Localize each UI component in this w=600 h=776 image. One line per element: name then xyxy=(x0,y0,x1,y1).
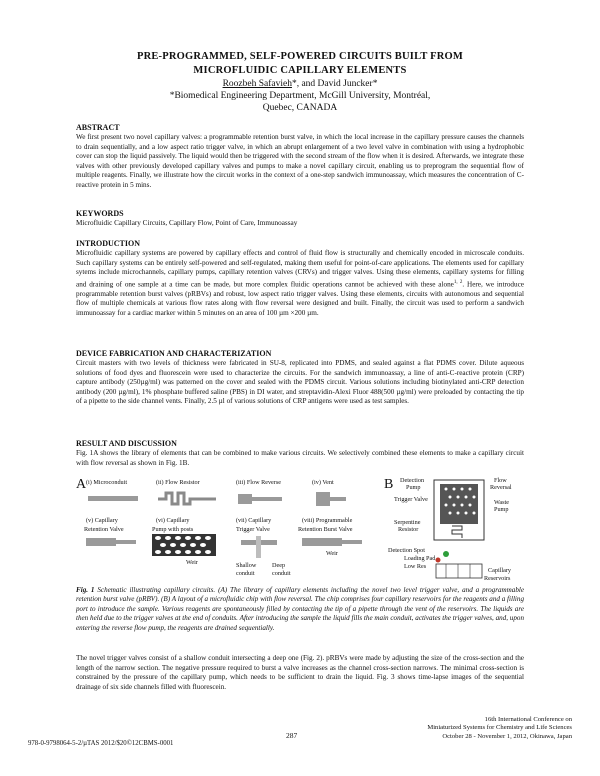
title-line-1: PRE-PROGRAMMED, SELF-POWERED CIRCUITS BUILT FROM xyxy=(136,51,464,62)
section-heading: KEYWORDS xyxy=(76,209,124,218)
chip-label: Pump xyxy=(406,484,421,491)
shallow-label: conduit xyxy=(236,570,255,577)
element-label: (iii) Flow Reverse xyxy=(236,479,282,486)
fabrication-section xyxy=(76,349,524,407)
microconduit-shape xyxy=(88,496,138,501)
paper-title xyxy=(60,50,540,78)
chip-label: Loading xyxy=(404,555,425,562)
figure-1-drawing xyxy=(76,474,524,584)
section-heading: RESULT AND DISCUSSION xyxy=(76,439,177,448)
chip-label: Detection Spot xyxy=(388,547,425,554)
author-mark: * xyxy=(291,79,297,89)
element-label: Pump with posts xyxy=(152,526,194,533)
body-after-text: The novel trigger valves consist of a shallow conduit intersecting a deep one (Fig. 2). pRBVs were made by adjusting the size of the cross-section and the length of the narrow section. The negative pressure required to burst a valve increases as the channel cross-section narrows. The minimal cross-section is constrained by the pressure of the capillary pump, which needs to be sufficient to drain the liquid. Fig. 3 shows time-lapse images of the sequential drainage of six side channels filled with fluorescein. xyxy=(76,654,524,691)
caption-text: Schematic illustrating capillary circuits. (A) The library of capillary elements including the novel two level trigger valve, and a programmable retention burst valve (pRBV). (B) A layout of a microfluidic chip with flow reversal. The chip comprises four capillary reservoirs for the reagents and a filling port to introduce the sample. Various reagents are spontaneously filled by contacting the tip of a pipette through the vent of the reservoirs. The liquids are then held due to the trigger valves at the end of conduits. After introducing the sample the liquid fills the main conduit, activates the trigger valves, and, upon entering the reverse flow pump, the reagents are drained sequentially. xyxy=(76,586,524,632)
introduction-section xyxy=(76,239,524,319)
element-label: (i) Microconduit xyxy=(86,479,128,486)
element-label: (iv) Vent xyxy=(312,479,334,486)
chip-label: Serpentine xyxy=(394,519,421,526)
retention-valve-neck xyxy=(116,540,136,544)
vent-shape xyxy=(316,492,330,506)
conference-line-3: October 28 - November 1, 2012, Okinawa, Japan xyxy=(442,732,572,740)
conference-line-1: 16th International Conference on xyxy=(484,716,572,723)
introduction-text xyxy=(76,249,524,319)
body-after-figure xyxy=(76,654,524,692)
flow-reverse-shape xyxy=(238,494,252,504)
abstract-text: We first present two novel capillary valves: a programmable retention burst valve, in which the local increase in the capillary pressure causes the channels to drain sequentially, and a low aspect ratio trigger valve, in which an abrupt enlargement of a two level valve in combination with using a hydrophobic cover can stop the liquid passively. The liquid would then be triggered with the second stream of the flow when it is desired. Afterwards, we integrate these valves with other previously developed capillary valves and pumps to make a novel capillary circuit, enabling us to preprogram the sequential flow of multiple reagents. Finally, we illustrate how the circuit works in the context of a one-step sandwich immunoassay, which measures the concentration of C-reactive protein in 5 mins. xyxy=(76,133,524,189)
author-separator: , and David Juncker xyxy=(296,79,373,89)
deep-label: conduit xyxy=(272,570,291,577)
author-list xyxy=(60,78,540,90)
burst-valve-neck xyxy=(342,540,362,544)
chip-label: Detection xyxy=(400,477,425,484)
chip-label: Reversal xyxy=(490,484,512,491)
keywords-section xyxy=(76,209,524,229)
chip-reservoirs xyxy=(436,564,482,578)
introduction-text-a: Microfluidic capillary systems are powered by capillary effects and control of fluid flow is structurally and chemically encoded in microscale conduits. Such capillary systems can be entirely self-powered and self-regulated, making them useful for point-of-care applications. The elements used for capillary sytems include microchannels, capillary pumps, capillary retention valves (CRVs) and trigger valves. Using these elements, capillary systems for filling and draining of one sample at a time can be made, but more complex fluidic operations cannot be achieved with these alone xyxy=(76,249,524,289)
element-label: Retention Burst Valve xyxy=(298,526,353,533)
caption-label: Fig. 1 xyxy=(76,586,95,594)
page-number: 287 xyxy=(286,731,298,740)
flow-resistor-shape xyxy=(158,493,216,504)
flow-reverse-conduit xyxy=(252,497,282,501)
burst-valve-shape xyxy=(302,538,342,546)
chip-label: Trigger Valve xyxy=(394,496,428,503)
chip-label: Pump xyxy=(494,506,509,513)
chip-label: Waste xyxy=(494,499,509,506)
chip-label: Flow xyxy=(494,477,507,484)
figure-1 xyxy=(76,474,524,584)
section-heading: DEVICE FABRICATION AND CHARACTERIZATION xyxy=(76,349,272,358)
affiliation-line-1: *Biomedical Engineering Department, McGill University, Montréal, xyxy=(169,91,431,101)
footer-isbn: 978-0-9798064-5-2/µTAS 2012/$20©12CBMS-0001 xyxy=(28,740,174,747)
weir-label: Weir xyxy=(186,559,198,566)
results-section xyxy=(76,439,524,468)
vent-conduit xyxy=(330,497,346,501)
trigger-valve-shallow xyxy=(256,536,261,558)
chip-label: Capillary xyxy=(488,567,512,574)
element-label: (vi) Capillary xyxy=(156,517,190,524)
panel-a-label: A xyxy=(76,477,87,492)
author-mark: * xyxy=(372,79,378,89)
weir-label: Weir xyxy=(326,550,338,557)
panel-b-label: B xyxy=(384,477,394,492)
deep-label: Deep xyxy=(272,562,286,569)
chip-label: Resistor xyxy=(398,526,419,533)
section-heading: INTRODUCTION xyxy=(76,239,141,248)
author-name: Roozbeh Safavieh xyxy=(222,79,292,89)
loading-pad xyxy=(436,558,441,563)
results-text: Fig. 1A shows the library of elements that can be combined to make various circuits. We selectively combined these elements to make a capillary circuit with flow reversal as shown in Fig. 1B. xyxy=(76,449,524,467)
chip-label: Low Res xyxy=(404,563,427,570)
fabrication-text: Circuit masters with two levels of thickness were fabricated in SU-8, replicated into PDMS, and sealed against a flat PDMS cover. Dilute aqueous solutions of food dyes and fluorescein were used to characterize the circuits. For the sandwich immunoassay, a line of anti-C-reactive protein (CRP) capture antibody (250µg/ml) was patterned on the cover and sealed with the PDMS circuit. Various solutions including biotinylated anti-CRP detection antibody (200 µg/ml), 1% phosphate buffered saline (PBS) in DI water, and streptavidin-Alexi Fluor 488(500 µg/ml) were preloaded by contacting the tip of a pipette to the side channel vents. Finally, 2.5 µl of various solutions of CRP antigens were used as test samples. xyxy=(76,359,524,406)
chip-label: Pad xyxy=(426,555,436,562)
title-line-2: MICROFLUIDIC CAPILLARY ELEMENTS xyxy=(193,65,407,76)
introduction-text-b: . Here, we introduce programmable retention burst valves (pRBVs) and robust, low aspect ratio trigger valves. Using these elements, circuits with autonomous and sequential flow of multiple chemicals at various flow rates along with flow reversal were designed and built. Finally, the circuit was used to perform a sandwich immunoassay for a cardiac marker within 5 minutes on an area of 100 µm ×200 µm. xyxy=(76,280,524,317)
retention-valve-shape xyxy=(86,538,116,546)
figure-caption xyxy=(76,586,524,633)
detection-spot xyxy=(443,551,449,557)
affiliation-line-2: Quebec, CANADA xyxy=(262,103,338,113)
conference-info xyxy=(384,716,572,741)
element-label: Retention Valve xyxy=(84,526,124,533)
section-heading: ABSTRACT xyxy=(76,123,120,132)
element-label: (viii) Programmable xyxy=(302,517,353,524)
abstract-section xyxy=(76,123,524,191)
reference-mark: 1, 2 xyxy=(453,279,463,285)
element-label: (v) Capillary xyxy=(86,517,118,524)
chip-label: Reservoirs xyxy=(484,575,511,582)
element-label: (vii) Capillary xyxy=(236,517,272,524)
conference-line-2: Miniaturized Systems for Chemistry and Life Sciences xyxy=(427,724,572,732)
element-label: (ii) Flow Resistor xyxy=(156,479,200,486)
keywords-text: Microfluidic Capillary Circuits, Capillary Flow, Point of Care, Immunoassay xyxy=(76,219,298,227)
shallow-label: Shallow xyxy=(236,562,257,569)
affiliation xyxy=(60,90,540,114)
element-label: Trigger Valve xyxy=(236,526,270,533)
